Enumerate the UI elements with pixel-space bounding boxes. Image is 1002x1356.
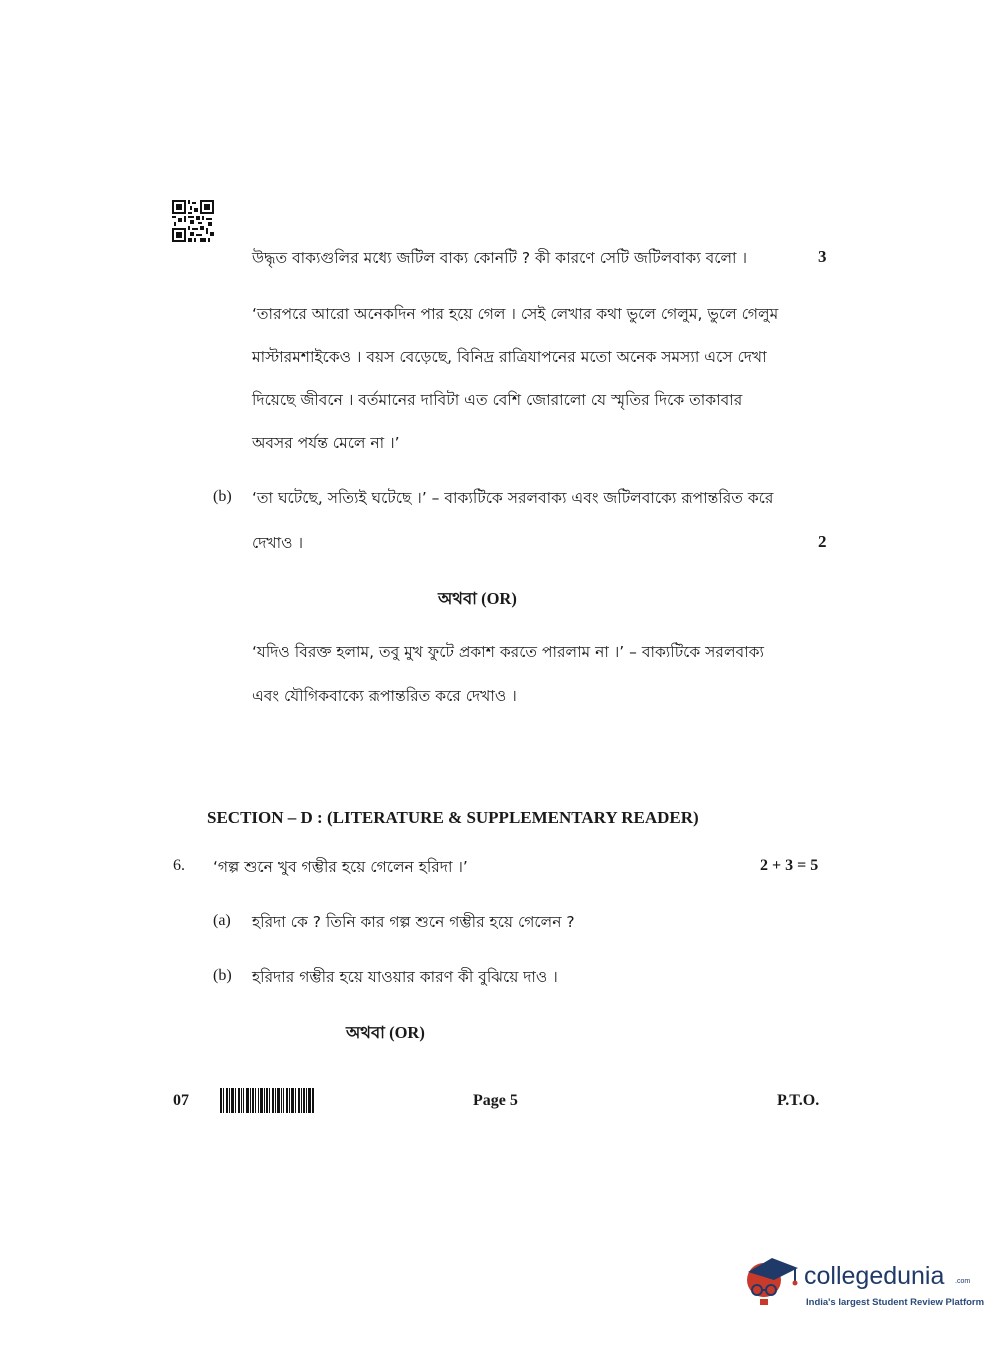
collegedunia-mascot-icon [742,1250,804,1308]
q5b-or-text: ‘যদিও বিরক্ত হলাম, তবু মুখ ফুটে প্রকাশ করতে পারলাম না ।’ – বাক্যটিকে সরলবাক্য [252,643,764,661]
q5b-marks: 2 [818,532,827,551]
q5b-or-text-continued: এবং যৌগিকবাক্যে রূপান্তরিত করে দেখাও । [252,687,517,705]
q5b-text-continued: দেখাও । [252,534,303,552]
q5a-passage-line: ‘তারপরে আরো অনেকদিন পার হয়ে গেল । সেই লেখার কথা ভুলে গেলুম, ভুলে গেলুম [252,305,779,323]
q5b-text: ‘তা ঘটেছে, সত্যিই ঘটেছে ।’ – বাক্যটিকে সরলবাক্য এবং জটিলবাক্যে রূপান্তরিত করে [252,489,774,507]
q5a-passage-line: অবসর পর্যন্ত মেলে না ।’ [252,434,400,452]
collegedunia-domain: .com [955,1278,971,1285]
collegedunia-wordmark: collegedunia [804,1262,945,1290]
q6-quote: ‘গল্প শুনে খুব গম্ভীর হয়ে গেলেন হরিদা ।’ [213,858,468,876]
page-number: Page 5 [473,1092,518,1109]
or-divider: অথবা (OR) [346,1023,425,1042]
q5a-passage-line: দিয়েছে জীবনে । বর্তমানের দাবিটা এত বেশি জোরালো যে স্মৃতির দিকে তাকাবার [252,391,743,409]
q6b-text: হরিদার গম্ভীর হয়ে যাওয়ার কারণ কী বুঝিয়ে দাও । [252,968,558,986]
pto-label: P.T.O. [777,1092,820,1109]
or-divider: অথবা (OR) [438,589,517,608]
q5a-marks: 3 [818,247,827,266]
q6-number: 6. [173,857,185,874]
q6b-label: (b) [213,967,232,984]
q5a-passage-line: মাস্টারমশাইকেও । বয়স বেড়েছে, বিনিদ্র রাত্রিযাপনের মতো অনেক সমস্যা এসে দেখা [252,348,767,366]
q5b-label: (b) [213,488,232,505]
collegedunia-tagline: India's largest Student Review Platform [806,1297,985,1308]
section-title: SECTION – D : (LITERATURE & SUPPLEMENTARY READER) [207,808,699,827]
footer-code: 07 [173,1092,189,1109]
q6-marks: 2 + 3 = 5 [760,857,819,874]
q6a-label: (a) [213,912,231,929]
q6a-text: হরিদা কে ? তিনি কার গল্প শুনে গম্ভীর হয়ে গেলেন ? [252,913,575,931]
barcode-icon [220,1088,314,1113]
qr-code-icon [172,200,214,242]
q5a-instruction: উদ্ধৃত বাক্যগুলির মধ্যে জটিল বাক্য কোনটি ? কী কারণে সেটি জটিলবাক্য বলো । [252,249,748,267]
